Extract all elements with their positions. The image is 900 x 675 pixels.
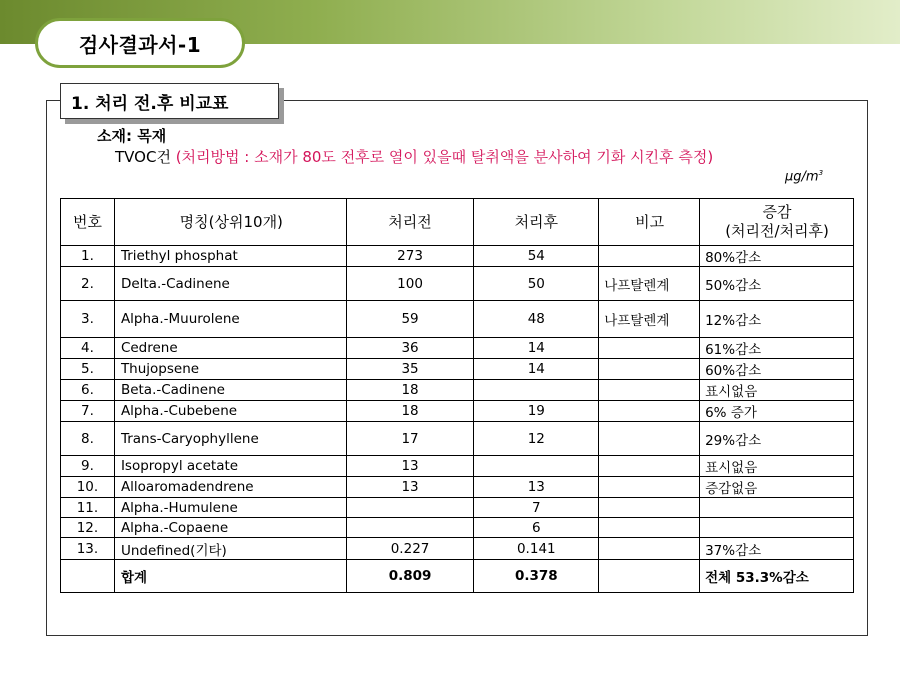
- row-post: 14: [474, 359, 599, 380]
- row-name: Cedrene: [114, 338, 346, 359]
- row-pre: 18: [346, 401, 474, 422]
- row-pre: 59: [346, 301, 474, 338]
- table-header-row: [61, 199, 854, 246]
- row-name: Undefined(기타): [114, 538, 346, 560]
- row-no: 3.: [61, 301, 115, 338]
- tvoc-line: [115, 146, 713, 167]
- row-pre: [346, 518, 474, 538]
- row-pre: 13: [346, 456, 474, 477]
- row-note: 나프탈렌계: [599, 267, 700, 301]
- row-note: [599, 422, 700, 456]
- row-post: 7: [474, 498, 599, 518]
- header-name: 명칭(상위10개): [114, 199, 346, 246]
- header-change: [700, 199, 854, 246]
- row-name: Alpha.-Copaene: [114, 518, 346, 538]
- total-no-cell: [61, 560, 115, 593]
- row-change: 12%감소: [700, 301, 854, 338]
- unit-superscript: 3: [818, 169, 824, 177]
- row-note: [599, 518, 700, 538]
- row-name: Alpha.-Humulene: [114, 498, 346, 518]
- row-note: [599, 401, 700, 422]
- row-note: [599, 498, 700, 518]
- row-change: 61%감소: [700, 338, 854, 359]
- row-post: 14: [474, 338, 599, 359]
- row-note: [599, 456, 700, 477]
- results-table: [60, 198, 854, 593]
- row-no: 6.: [61, 380, 115, 401]
- row-note: [599, 338, 700, 359]
- row-note: [599, 359, 700, 380]
- row-change: 표시없음: [700, 380, 854, 401]
- row-pre: 100: [346, 267, 474, 301]
- row-name: Thujopsene: [114, 359, 346, 380]
- unit-label: [785, 169, 823, 184]
- row-pre: [346, 498, 474, 518]
- row-name: Alloaromadendrene: [114, 477, 346, 498]
- row-post: 0.141: [474, 538, 599, 560]
- table-row: [61, 301, 854, 338]
- table-row: [61, 477, 854, 498]
- row-no: 2.: [61, 267, 115, 301]
- total-post: 0.378: [474, 560, 599, 593]
- row-post: 19: [474, 401, 599, 422]
- unit-text: μg/m: [785, 169, 819, 185]
- row-change: 50%감소: [700, 267, 854, 301]
- header-post: 처리후: [474, 199, 599, 246]
- row-post: 13: [474, 477, 599, 498]
- table-row: [61, 359, 854, 380]
- row-change: 6% 증가: [700, 401, 854, 422]
- row-no: 10.: [61, 477, 115, 498]
- row-name: Triethyl phosphat: [114, 246, 346, 267]
- row-change: 37%감소: [700, 538, 854, 560]
- row-pre: 36: [346, 338, 474, 359]
- row-pre: 17: [346, 422, 474, 456]
- row-no: 11.: [61, 498, 115, 518]
- row-change: 증감없음: [700, 477, 854, 498]
- row-no: 12.: [61, 518, 115, 538]
- page-title: 검사결과서-1: [35, 18, 245, 68]
- tvoc-method: (처리방법 : 소재가 80도 전후로 열이 있을때 탈취액을 분사하여 기화 시킨후 측정): [175, 148, 714, 166]
- row-name: Trans-Caryophyllene: [114, 422, 346, 456]
- row-change: 60%감소: [700, 359, 854, 380]
- row-no: 1.: [61, 246, 115, 267]
- row-pre: 18: [346, 380, 474, 401]
- row-pre: 35: [346, 359, 474, 380]
- material-label: 소재: 목재: [97, 127, 167, 145]
- row-note: [599, 380, 700, 401]
- total-note-cell: [599, 560, 700, 593]
- table-row: [61, 246, 854, 267]
- row-note: [599, 477, 700, 498]
- row-post: 54: [474, 246, 599, 267]
- row-name: Alpha.-Muurolene: [114, 301, 346, 338]
- row-change: [700, 518, 854, 538]
- row-change: 80%감소: [700, 246, 854, 267]
- row-no: 5.: [61, 359, 115, 380]
- header-change-line1: 증감: [762, 203, 792, 222]
- section-title: 1. 처리 전.후 비교표: [60, 83, 279, 119]
- total-label: 합계: [114, 560, 346, 593]
- row-pre: 273: [346, 246, 474, 267]
- table-row: [61, 380, 854, 401]
- row-change: 표시없음: [700, 456, 854, 477]
- total-pre: 0.809: [346, 560, 474, 593]
- row-name: Isopropyl acetate: [114, 456, 346, 477]
- row-note: [599, 538, 700, 560]
- table-row: [61, 456, 854, 477]
- row-note: 나프탈렌계: [599, 301, 700, 338]
- row-post: [474, 380, 599, 401]
- row-no: 7.: [61, 401, 115, 422]
- row-no: 4.: [61, 338, 115, 359]
- table-row: [61, 401, 854, 422]
- row-pre: 13: [346, 477, 474, 498]
- row-no: 9.: [61, 456, 115, 477]
- row-post: [474, 456, 599, 477]
- total-row: [61, 560, 854, 593]
- table-row: [61, 538, 854, 560]
- header-change-line2: (처리전/처리후): [725, 222, 829, 240]
- header-no: 번호: [61, 199, 115, 246]
- table-row: [61, 518, 854, 538]
- table-row: [61, 267, 854, 301]
- row-no: 13.: [61, 538, 115, 560]
- tvoc-label: TVOC건: [115, 148, 176, 166]
- row-post: 48: [474, 301, 599, 338]
- row-post: 12: [474, 422, 599, 456]
- row-change: [700, 498, 854, 518]
- header-note: 비고: [599, 199, 700, 246]
- row-name: Beta.-Cadinene: [114, 380, 346, 401]
- table-row: [61, 498, 854, 518]
- header-pre: 처리전: [346, 199, 474, 246]
- table-row: [61, 338, 854, 359]
- row-name: Delta.-Cadinene: [114, 267, 346, 301]
- row-change: 29%감소: [700, 422, 854, 456]
- row-name: Alpha.-Cubebene: [114, 401, 346, 422]
- row-no: 8.: [61, 422, 115, 456]
- row-note: [599, 246, 700, 267]
- row-pre: 0.227: [346, 538, 474, 560]
- row-post: 50: [474, 267, 599, 301]
- row-post: 6: [474, 518, 599, 538]
- table-row: [61, 422, 854, 456]
- total-change: 전체 53.3%감소: [700, 560, 854, 593]
